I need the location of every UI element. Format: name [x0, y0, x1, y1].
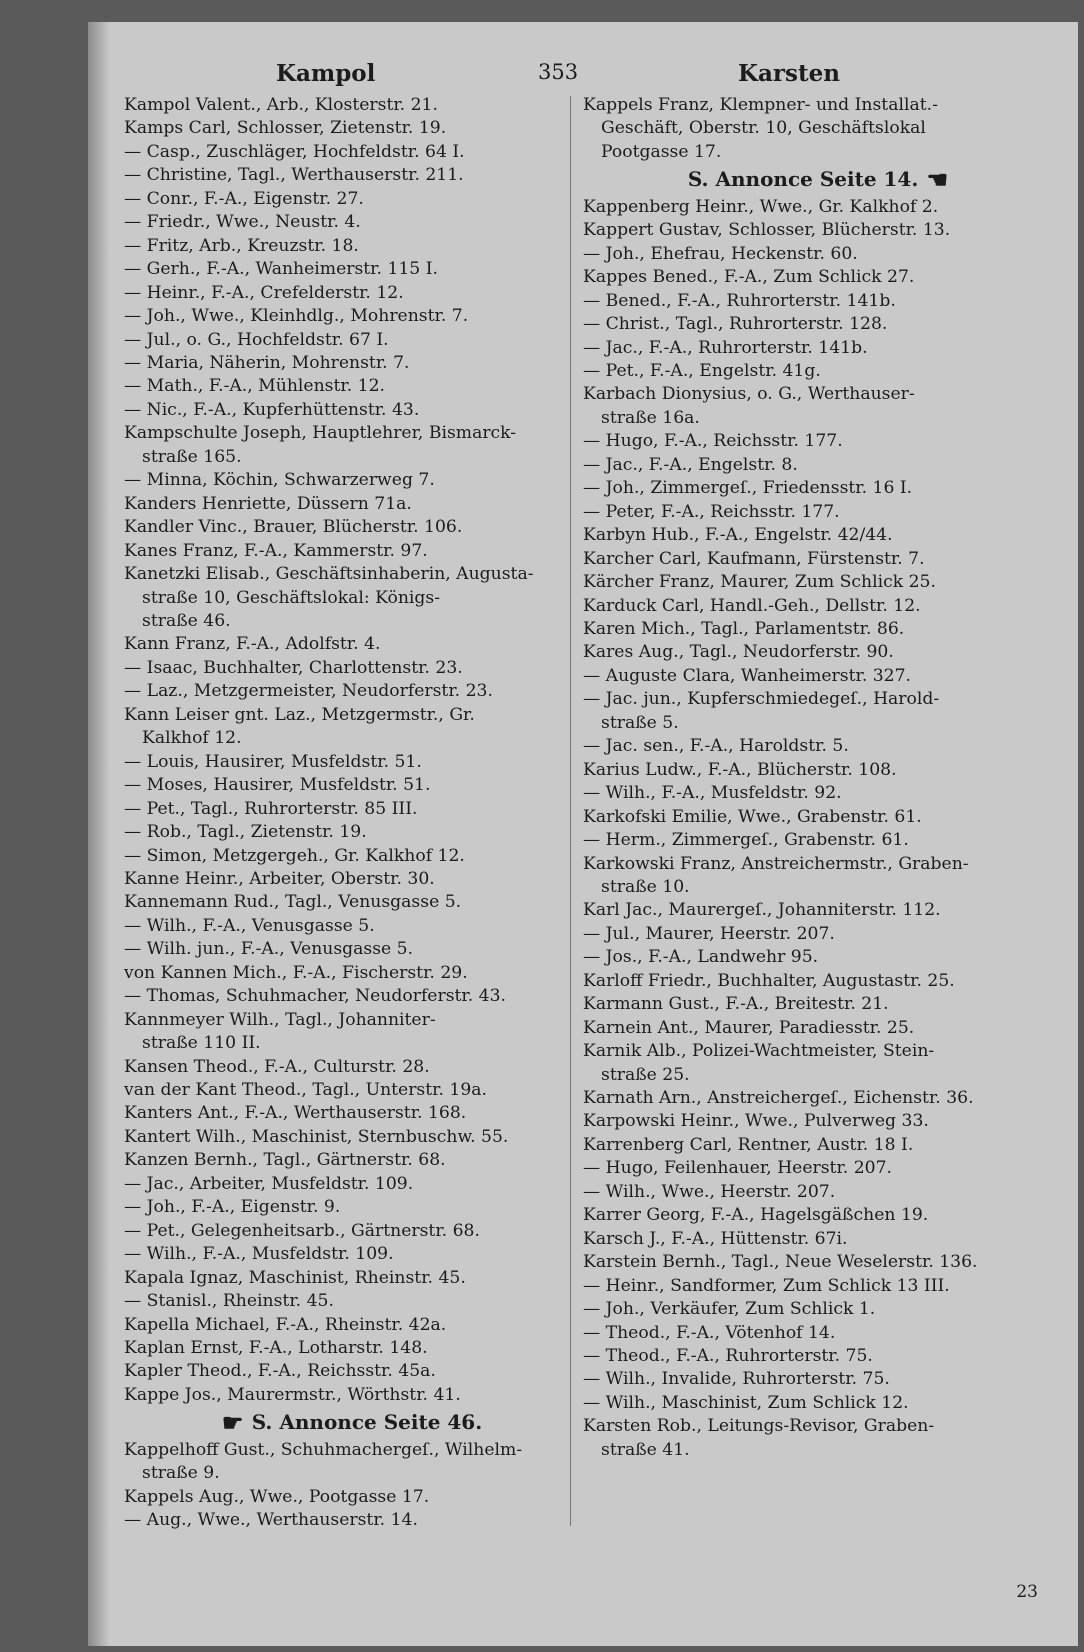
directory-entry: Kärcher Franz, Maurer, Zum Schlick 25.: [583, 572, 936, 593]
header-first-name: Kampol: [276, 60, 376, 87]
directory-entry: — Minna, Köchin, Schwarzerweg 7.: [124, 470, 435, 491]
directory-entry: Kannemann Rud., Tagl., Venusgasse 5.: [124, 892, 462, 913]
directory-entry: — Joh., F.-A., Eigenstr. 9.: [124, 1197, 341, 1218]
directory-entry: Karmann Gust., F.-A., Breitestr. 21.: [583, 994, 889, 1015]
directory-entry: — Christ., Tagl., Ruhrorterstr. 128.: [583, 314, 888, 335]
directory-entry: — Theod., F.-A., Ruhrorterstr. 75.: [583, 1346, 873, 1367]
directory-entry: Karius Ludw., F.-A., Blücherstr. 108.: [583, 759, 897, 780]
directory-entry: — Jac., Arbeiter, Musfeldstr. 109.: [124, 1173, 414, 1194]
directory-entry: — Jac., F.-A., Engelstr. 8.: [583, 454, 798, 475]
directory-entry: Karcher Carl, Kaufmann, Fürstenstr. 7.: [583, 548, 925, 569]
directory-entry: Kappe Jos., Maurermstr., Wörthstr. 41.: [124, 1384, 461, 1405]
sheet-signature: 23: [1016, 1582, 1038, 1602]
right-column: [583, 94, 1053, 1462]
directory-entry: — Wilh., F.-A., Venusgasse 5.: [124, 915, 375, 936]
header-last-name: Karsten: [738, 60, 840, 87]
directory-entry: Kapala Ignaz, Maschinist, Rheinstr. 45.: [124, 1267, 466, 1288]
directory-entry: — Jul., o. G., Hochfeldstr. 67 I.: [124, 329, 389, 350]
directory-entry: Karkofski Emilie, Wwe., Grabenstr. 61.: [583, 806, 922, 827]
directory-entry: — Casp., Zuschläger, Hochfeldstr. 64 I.: [124, 141, 465, 162]
directory-entry: Karrer Georg, F.-A., Hagelsgäßchen 19.: [583, 1205, 929, 1226]
directory-entry: Pootgasse 17.: [601, 141, 722, 162]
directory-entry: Kanes Franz, F.-A., Kammerstr. 97.: [124, 540, 428, 561]
directory-entry: van der Kant Theod., Tagl., Unterstr. 19a.: [124, 1080, 487, 1101]
directory-entry: Karstein Bernh., Tagl., Neue Weselerstr. 136.: [583, 1252, 978, 1273]
directory-entry: — Thomas, Schuhmacher, Neudorferstr. 43.: [124, 986, 507, 1007]
directory-entry: — Jac., F.-A., Ruhrorterstr. 141b.: [583, 337, 868, 358]
directory-entry: Kapler Theod., F.-A., Reichsstr. 45a.: [124, 1361, 436, 1382]
directory-entry: — Wilh., Invalide, Ruhrorterstr. 75.: [583, 1369, 890, 1390]
directory-entry: Kappels Franz, Klempner- und Installat.-: [583, 95, 938, 115]
directory-entry: straße 25.: [601, 1064, 690, 1085]
directory-entry: straße 10, Geschäftslokal: Königs-: [142, 587, 441, 608]
directory-entry: straße 16a.: [601, 407, 700, 428]
directory-entry: Kappert Gustav, Schlosser, Blücherstr. 13.: [583, 220, 951, 241]
running-header: [88, 46, 1078, 86]
directory-entry: — Wilh., F.-A., Musfeldstr. 92.: [583, 783, 842, 804]
directory-entry: — Wilh., Wwe., Heerstr. 207.: [583, 1181, 836, 1202]
advertisement-reference: S. Annonce Seite 14. ☚: [687, 165, 949, 195]
directory-entry: — Gerh., F.-A., Wanheimerstr. 115 I.: [124, 259, 438, 280]
directory-entry: Karbach Dionysius, o. G., Werthauser-: [583, 384, 915, 405]
directory-entry: — Maria, Näherin, Mohrenstr. 7.: [124, 352, 410, 373]
directory-entry: Kappes Bened., F.-A., Zum Schlick 27.: [583, 267, 915, 288]
column-divider: [570, 96, 571, 1526]
directory-entry: — Wilh., F.-A., Musfeldstr. 109.: [124, 1244, 394, 1265]
directory-entry: — Nic., F.-A., Kupferhüttenstr. 43.: [124, 399, 420, 420]
directory-entry: — Bened., F.-A., Ruhrorterstr. 141b.: [583, 290, 896, 311]
page-number: 353: [538, 60, 579, 84]
directory-entry: von Kannen Mich., F.-A., Fischerstr. 29.: [124, 962, 468, 983]
directory-entry: Karloff Friedr., Buchhalter, Augustastr. 25.: [583, 970, 955, 991]
directory-entry: Kappels Aug., Wwe., Pootgasse 17.: [124, 1486, 430, 1507]
directory-entry: Kannmeyer Wilh., Tagl., Johanniter-: [124, 1009, 436, 1030]
directory-entry: straße 46.: [142, 610, 231, 631]
directory-entry: — Jac. jun., Kupferschmiedegeſ., Harold-: [583, 689, 940, 710]
directory-entry: — Wilh. jun., F.-A., Venusgasse 5.: [124, 939, 414, 960]
directory-entry: straße 41.: [601, 1439, 690, 1460]
directory-entry: straße 9.: [142, 1463, 220, 1484]
directory-entry: — Friedr., Wwe., Neustr. 4.: [124, 212, 361, 233]
directory-entry: — Joh., Wwe., Kleinhdlg., Mohrenstr. 7.: [124, 306, 469, 327]
directory-entry: Kamps Carl, Schlosser, Zietenstr. 19.: [124, 118, 447, 139]
directory-entry: Kann Leiser gnt. Laz., Metzgermstr., Gr.: [124, 704, 475, 725]
directory-entry: — Pet., Tagl., Ruhrorterstr. 85 III.: [124, 798, 418, 819]
directory-entry: — Simon, Metzgergeh., Gr. Kalkhof 12.: [124, 845, 465, 866]
directory-entry: Kampschulte Joseph, Hauptlehrer, Bismarck-: [124, 423, 517, 444]
directory-entry: — Joh., Ehefrau, Heckenstr. 60.: [583, 243, 858, 264]
directory-entry: Karbyn Hub., F.-A., Engelstr. 42/44.: [583, 525, 893, 546]
directory-entry: Kanne Heinr., Arbeiter, Oberstr. 30.: [124, 868, 435, 889]
directory-entry: — Laz., Metzgermeister, Neudorferstr. 23.: [124, 681, 493, 702]
directory-entry: — Heinr., Sandformer, Zum Schlick 13 III.: [583, 1275, 950, 1296]
directory-entry: — Isaac, Buchhalter, Charlottenstr. 23.: [124, 657, 463, 678]
directory-entry: Karsten Rob., Leitungs-Revisor, Graben-: [583, 1416, 935, 1437]
directory-entry: — Theod., F.-A., Vötenhof 14.: [583, 1322, 836, 1343]
directory-entry: — Herm., Zimmergeſ., Grabenstr. 61.: [583, 830, 909, 851]
directory-entry: — Stanisl., Rheinstr. 45.: [124, 1291, 334, 1312]
directory-entry: — Jos., F.-A., Landwehr 95.: [583, 947, 819, 968]
directory-entry: — Moses, Hausirer, Musfeldstr. 51.: [124, 775, 431, 796]
directory-entry: — Louis, Hausirer, Musfeldstr. 51.: [124, 751, 422, 772]
directory-entry: Karen Mich., Tagl., Parlamentstr. 86.: [583, 618, 905, 639]
directory-entry: straße 165.: [142, 446, 242, 467]
directory-entry: — Pet., F.-A., Engelstr. 41g.: [583, 360, 821, 381]
directory-entry: straße 5.: [601, 712, 679, 733]
directory-entry: — Christine, Tagl., Werthauserstr. 211.: [124, 165, 464, 186]
directory-entry: Kanters Ant., F.-A., Werthauserstr. 168.: [124, 1103, 467, 1124]
directory-entry: Kandler Vinc., Brauer, Blücherstr. 106.: [124, 517, 463, 538]
directory-entry: Kampol Valent., Arb., Klosterstr. 21.: [124, 95, 438, 115]
directory-entry: Karpowski Heinr., Wwe., Pulverweg 33.: [583, 1111, 929, 1132]
directory-entry: — Conr., F.-A., Eigenstr. 27.: [124, 188, 364, 209]
directory-entry: — Jac. sen., F.-A., Haroldstr. 5.: [583, 736, 849, 757]
advertisement-reference: ☛ S. Annonce Seite 46.: [221, 1408, 483, 1438]
directory-entry: Kares Aug., Tagl., Neudorferstr. 90.: [583, 642, 894, 663]
directory-entry: — Hugo, F.-A., Reichsstr. 177.: [583, 431, 843, 452]
directory-entry: — Auguste Clara, Wanheimerstr. 327.: [583, 665, 912, 686]
directory-entry: Kanetzki Elisab., Geschäftsinhaberin, Augusta-: [124, 564, 534, 585]
directory-entry: Kantert Wilh., Maschinist, Sternbuschw. 55.: [124, 1126, 509, 1147]
directory-entry: Karkowski Franz, Anstreichermstr., Graben-: [583, 853, 969, 874]
directory-entry: Karduck Carl, Handl.-Geh., Dellstr. 12.: [583, 595, 921, 616]
directory-entry: Karrenberg Carl, Rentner, Austr. 18 I.: [583, 1134, 914, 1155]
directory-entry: Geschäft, Oberstr. 10, Geschäftslokal: [601, 118, 926, 139]
directory-entry: Karnein Ant., Maurer, Paradiesstr. 25.: [583, 1017, 915, 1038]
directory-entry: Kanzen Bernh., Tagl., Gärtnerstr. 68.: [124, 1150, 446, 1171]
directory-entry: — Jul., Maurer, Heerstr. 207.: [583, 923, 835, 944]
directory-entry: Kappelhoff Gust., Schuhmachergeſ., Wilhelm-: [124, 1439, 523, 1460]
directory-entry: Kappenberg Heinr., Wwe., Gr. Kalkhof 2.: [583, 196, 939, 217]
directory-entry: Kansen Theod., F.-A., Culturstr. 28.: [124, 1056, 430, 1077]
directory-entry: — Joh., Zimmergeſ., Friedensstr. 16 I.: [583, 478, 913, 499]
directory-entry: — Heinr., F.-A., Crefelderstr. 12.: [124, 282, 404, 303]
directory-entry: — Wilh., Maschinist, Zum Schlick 12.: [583, 1392, 909, 1413]
directory-entry: Karnik Alb., Polizei-Wachtmeister, Stein-: [583, 1041, 935, 1062]
directory-entry: — Rob., Tagl., Zietenstr. 19.: [124, 822, 367, 843]
directory-entry: Karl Jac., Maurergeſ., Johanniterstr. 112.: [583, 900, 941, 921]
directory-entry: Kaplan Ernst, F.-A., Lotharstr. 148.: [124, 1338, 428, 1359]
directory-entry: straße 110 II.: [142, 1033, 261, 1054]
directory-entry: — Joh., Verkäufer, Zum Schlick 1.: [583, 1299, 876, 1320]
left-column: [124, 94, 580, 1533]
directory-entry: — Hugo, Feilenhauer, Heerstr. 207.: [583, 1158, 892, 1179]
directory-entry: — Fritz, Arb., Kreuzstr. 18.: [124, 235, 359, 256]
directory-entry: Karsch J., F.-A., Hüttenstr. 67i.: [583, 1228, 848, 1249]
directory-entry: Karnath Arn., Anstreichergeſ., Eichenstr. 36.: [583, 1088, 974, 1109]
directory-entry: Kanders Henriette, Düssern 71a.: [124, 493, 412, 514]
pointing-hand-icon: ☛: [221, 1408, 252, 1438]
directory-page: [88, 22, 1078, 1646]
directory-entry: — Math., F.-A., Mühlenstr. 12.: [124, 376, 385, 397]
directory-entry: Kalkhof 12.: [142, 728, 242, 749]
directory-entry: — Aug., Wwe., Werthauserstr. 14.: [124, 1510, 418, 1531]
directory-entry: Kann Franz, F.-A., Adolfstr. 4.: [124, 634, 381, 655]
pointing-hand-icon: ☚: [918, 165, 949, 195]
directory-entry: Kapella Michael, F.-A., Rheinstr. 42a.: [124, 1314, 447, 1335]
directory-entry: — Peter, F.-A., Reichsstr. 177.: [583, 501, 840, 522]
directory-entry: straße 10.: [601, 876, 690, 897]
directory-entry: — Pet., Gelegenheitsarb., Gärtnerstr. 68.: [124, 1220, 480, 1241]
